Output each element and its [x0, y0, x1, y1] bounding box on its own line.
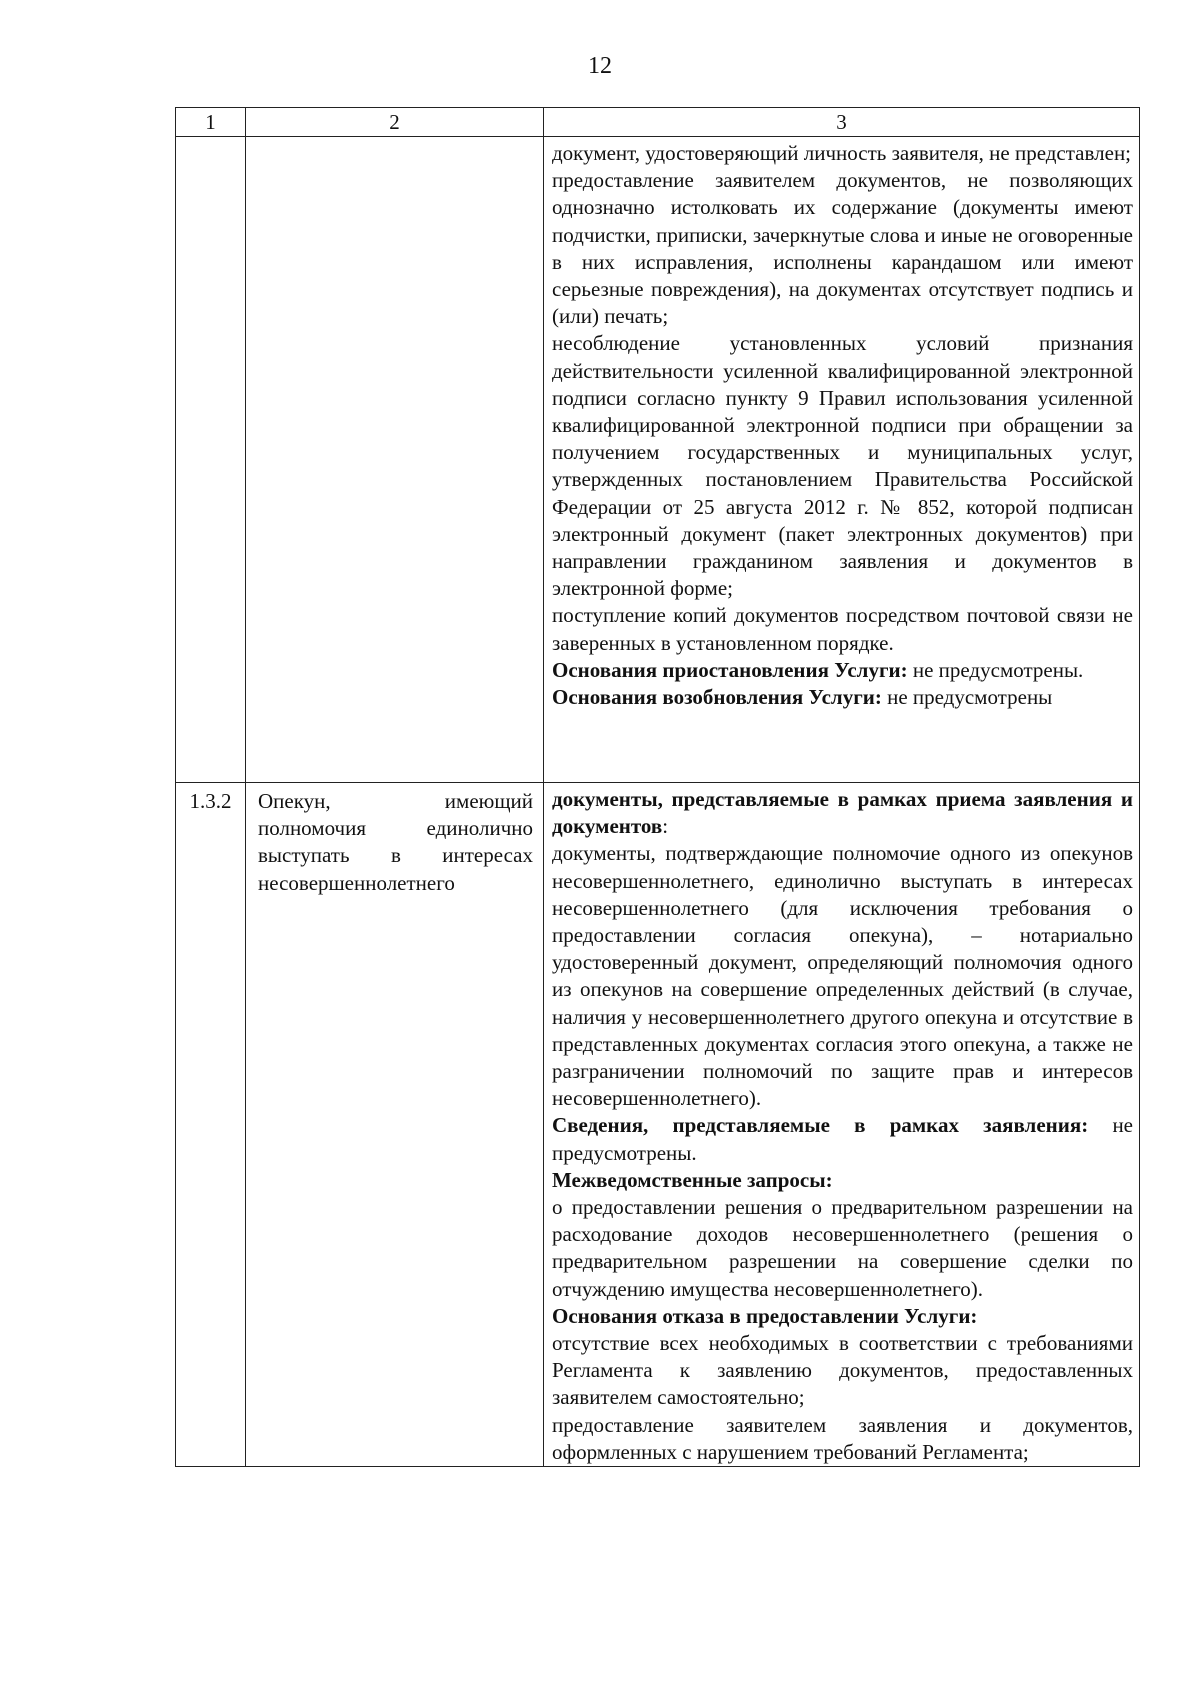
paragraph-text: поступление копий документов посредством почтовой связи не заверенных в установленном порядке. [552, 603, 1133, 655]
table-header-row [176, 108, 1140, 137]
section-heading: Основания отказа в предоставлении Услуги: [552, 1303, 978, 1328]
applicant-category-cell [246, 137, 544, 783]
paragraph [552, 602, 1133, 656]
section-heading: Основания возобновления Услуги: [552, 685, 882, 710]
paragraph-text: предоставление заявителем документов, не позволяющих однозначно истолковать их содержание (документы имеют подчистки, приписки, зачеркнутые слова и иные не оговоренные в них исправления, исполнены карандашом или имеют серьезные повреждения), на документах отсутствует подпись и (или) печать; [552, 168, 1133, 329]
paragraph-text: несоблюдение установленных условий признания действительности усиленной квалифицированной электронной подписи согласно пункту 9 Правил использования усиленной квалифицированной электронной подписи при обращении за получением государственных и муниципальных услуг, утвержденных постановлением Правительства Российской Федерации от 25 августа 2012 г. № 852, которой подписан электронный документ (пакет электронных документов) при направлении гражданином заявления и документов в электронной форме; [552, 331, 1133, 601]
section-heading: Межведомственные запросы: [552, 1167, 833, 1192]
column-header-3: 3 [544, 108, 1140, 137]
paragraph-text: о предоставлении решения о предварительном разрешении на расходование доходов несовершеннолетнего (решения о предварительном разрешении на совершение сделки по отчуждению имущества несовершеннолетнего). [552, 1195, 1133, 1301]
page-number: 12 [588, 53, 612, 79]
paragraph [552, 1112, 1133, 1166]
paragraph [552, 840, 1133, 1112]
row-number-cell: 1.3.2 [176, 783, 246, 1467]
paragraph-text: не предусмотрены [881, 685, 1053, 710]
table-row [176, 783, 1140, 1467]
row-number-cell [176, 137, 246, 783]
paragraph [552, 1330, 1133, 1412]
column-header-1: 1 [176, 108, 246, 137]
table-row [176, 137, 1140, 783]
requirements-cell [544, 783, 1140, 1467]
applicant-category-cell: Опекун, имеющий полномочия единолично выступать в интересах несовершеннолетнего [246, 783, 544, 1467]
column-header-2: 2 [246, 108, 544, 137]
section-heading: Основания приостановления Услуги: [552, 657, 908, 682]
paragraph [552, 786, 1133, 840]
paragraph [552, 684, 1133, 711]
paragraph [552, 1194, 1133, 1303]
paragraph-text: документы, подтверждающие полномочие одного из опекунов несовершеннолетнего, единолично выступать в интересах несовершеннолетнего (для исключения требования о предоставлении согласия опекуна), – нотариально удостоверенный документ, определяющий полномочия одного из опекунов на совершение определенных действий (в случае, наличия у несовершеннолетнего другого опекуна и отсутствие в представленных документах согласия этого опекуна, а также не разграничении полномочий по защите прав и интересов несовершеннолетнего). [552, 841, 1133, 1111]
paragraph [552, 657, 1133, 684]
section-heading: Сведения, представляемые в рамках заявления: [552, 1113, 1089, 1138]
paragraph [552, 330, 1133, 602]
paragraph [552, 167, 1133, 330]
paragraph-text: предоставление заявителем заявления и документов, оформленных с нарушением требований Регламента; [552, 1412, 1133, 1464]
paragraph-text: не предусмотрены. [907, 657, 1084, 682]
paragraph-text: документ, удостоверяющий личность заявителя, не представлен; [552, 141, 1132, 165]
section-heading: документы, представляемые в рамках приема заявления и документов [552, 787, 1133, 839]
paragraph [552, 140, 1133, 167]
paragraph-text: : [662, 814, 669, 839]
paragraph-text: не предусмотрены. [552, 1113, 1133, 1165]
paragraph [552, 1167, 1133, 1194]
document-table [175, 107, 1140, 1467]
paragraph [552, 1303, 1133, 1330]
paragraph-text: отсутствие всех необходимых в соответствии с требованиями Регламента к заявлению документов, предоставленных заявителем самостоятельно; [552, 1331, 1133, 1410]
paragraph [552, 1412, 1133, 1466]
requirements-cell [544, 137, 1140, 783]
